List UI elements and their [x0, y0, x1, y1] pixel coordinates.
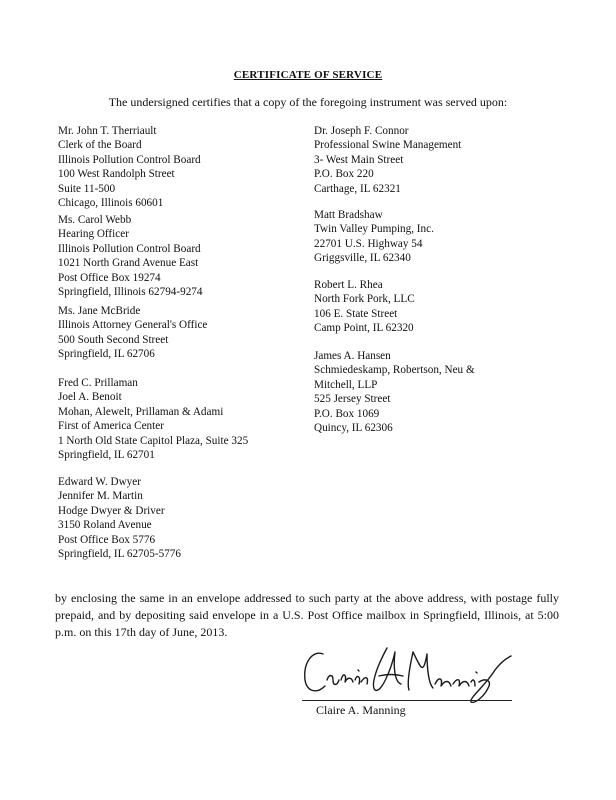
address-line: Mitchell, LLP [314, 378, 378, 391]
address-line: Chicago, Illinois 60601 [58, 197, 164, 210]
address-line: Ms. Jane McBride [58, 305, 141, 317]
address-line: Springfield, Illinois 62794-9274 [58, 286, 203, 299]
address-line: 3- West Main Street [314, 153, 404, 166]
address-line: Quincy, IL 62306 [314, 422, 393, 435]
address-line: 500 South Second Street [58, 333, 169, 346]
address-line: 1021 North Grand Avenue East [58, 257, 199, 270]
signature-name: Claire A. Manning [316, 703, 406, 717]
address-line: P.O. Box 220 [314, 168, 374, 181]
address-line: 106 E. State Street [314, 307, 398, 320]
address-block [58, 376, 248, 462]
address-block [314, 124, 461, 196]
address-line: Mohan, Alewelt, Prillaman & Adami [58, 405, 224, 418]
address-line: 525 Jersey Street [314, 393, 391, 406]
address-line: First of America Center [58, 420, 164, 433]
address-line: Springfield, IL 62706 [58, 348, 155, 361]
address-line: Springfield, IL 62701 [58, 449, 155, 462]
address-line: Illinois Attorney General's Office [58, 319, 208, 332]
address-block [58, 124, 201, 210]
address-block [314, 349, 475, 435]
address-line: Clerk of the Board [58, 139, 142, 152]
address-line: Suite 11-500 [58, 182, 116, 195]
address-line: Fred C. Prillaman [58, 377, 138, 389]
address-line: Jennifer M. Martin [58, 490, 143, 503]
closing-paragraph: by enclosing the same in an envelope addressed to such party at the above address, with postage fully prepaid, and by depositing said envelope in a U.S. Post Office mailbox in Springfield, Illinois, at 5:00 p.m. on this 17th day of June, 2013. [55, 591, 559, 639]
address-line: Illinois Pollution Control Board [58, 242, 201, 255]
address-line: Joel A. Benoit [58, 391, 122, 404]
address-line: Twin Valley Pumping, Inc. [314, 223, 434, 236]
address-line: Camp Point, IL 62320 [314, 322, 414, 335]
address-line: Griggsville, IL 62340 [314, 252, 411, 265]
address-line: Ms. Carol Webb [58, 214, 132, 226]
document-title: CERTIFICATE OF SERVICE [233, 69, 383, 81]
address-line: Carthage, IL 62321 [314, 182, 401, 195]
address-line: Dr. Joseph F. Connor [314, 125, 409, 137]
address-line: P.O. Box 1069 [314, 407, 380, 420]
address-block [58, 304, 207, 362]
address-line: Edward W. Dwyer [58, 476, 141, 488]
signature-line [302, 700, 512, 701]
address-line: 22701 U.S. Highway 54 [314, 237, 423, 250]
address-line: Robert L. Rhea [314, 279, 383, 291]
address-line: James A. Hansen [314, 350, 391, 362]
address-line: Post Office Box 19274 [58, 271, 161, 284]
address-line: 100 West Randolph Street [58, 168, 175, 181]
address-block [314, 208, 434, 266]
address-line: Post Office Box 5776 [58, 533, 156, 546]
address-line: Mr. John T. Therriault [58, 125, 157, 137]
address-line: Hearing Officer [58, 228, 129, 241]
address-block [58, 213, 203, 299]
address-line: Professional Swine Management [314, 139, 462, 152]
address-block [58, 475, 181, 561]
address-line: Springfield, IL 62705-5776 [58, 548, 181, 561]
intro-text: The undersigned certifies that a copy of the foregoing instrument was served upon: [108, 95, 508, 109]
address-line: 3150 Roland Avenue [58, 519, 152, 532]
address-line: Illinois Pollution Control Board [58, 153, 201, 166]
address-line: 1 North Old State Capitol Plaza, Suite 325 [58, 434, 249, 447]
address-line: Hodge Dwyer & Driver [58, 504, 165, 517]
address-line: Schmiedeskamp, Robertson, Neu & [314, 364, 475, 377]
address-line: Matt Bradshaw [314, 209, 383, 221]
address-block [314, 278, 415, 336]
address-line: North Fork Pork, LLC [314, 293, 415, 306]
